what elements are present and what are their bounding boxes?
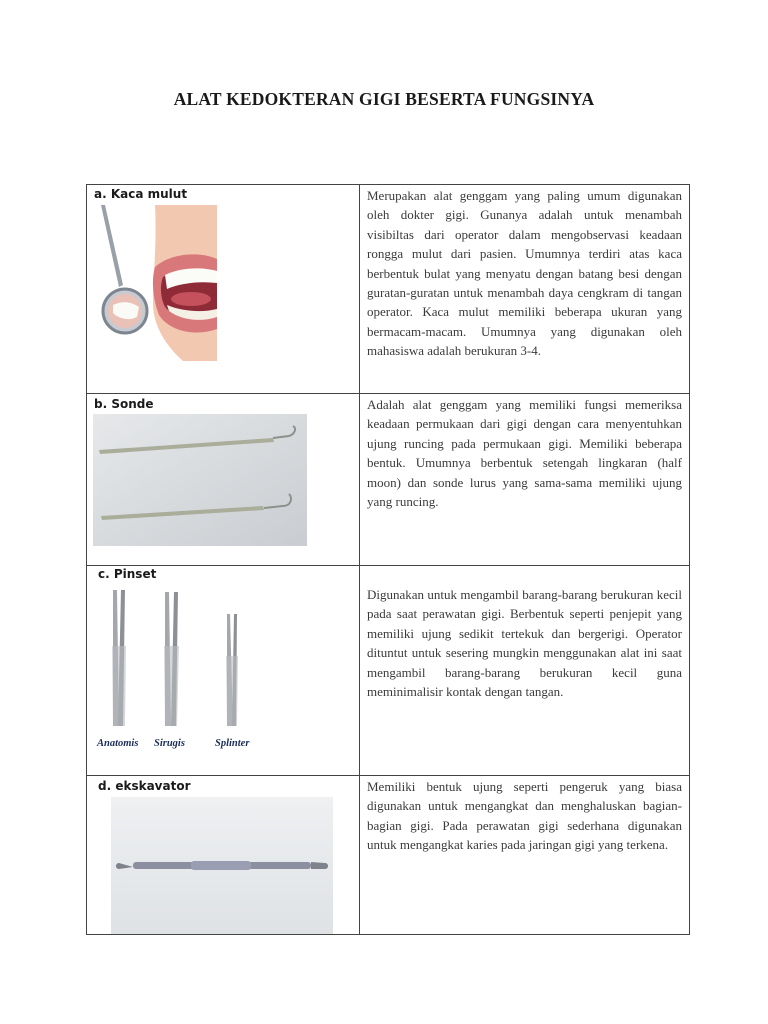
tool-label: d. ekskavator: [98, 779, 191, 793]
table-row: [87, 776, 690, 935]
table-row: [87, 394, 690, 566]
tool-description: Digunakan untuk mengambil barang-barang berukuran kecil pada saat perawatan gigi. Berbentuk seperti penjepit yang memiliki ujung sedikit tertekuk dan bergerigi. Operator dituntut untuk sesering mungkin menggunakan alat ini saat mengambil barang-barang berukuran kecil guna meminimalisir kontak dengan tangan.: [367, 587, 682, 700]
tool-description: Memiliki bentuk ujung seperti pengeruk yang biasa digunakan untuk mengangkat dan menghaluskan bagian-bagian gigi. Pada perawatan gigi sederhana digunakan untuk mengangkat karies pada jaringan gigi yang terkena.: [367, 779, 682, 853]
caption-sirugis: Sirugis: [154, 738, 185, 749]
page-title: ALAT KEDOKTERAN GIGI BESERTA FUNGSINYA: [173, 89, 595, 109]
tool-description: Merupakan alat genggam yang paling umum digunakan oleh dokter gigi. Gunanya adalah untuk menambah visibiltas dari operator dalam mengobservasi keadaan rongga mulut dari pasien. Umumnya terdiri atas kaca berbentuk bulat yang menyatu dengan batang besi dengan guratan-guratan untuk menambah daya cengkram di tangan operator. Kaca mulut memiliki beberapa ukuran yang bermacam-macam. Umumnya yang digunakan oleh mahasiswa adalah berukuran 3-4.: [367, 188, 682, 359]
tool-label: b. Sonde: [94, 397, 154, 411]
mouth-mirror-image: [95, 205, 217, 361]
tool-cell: [87, 185, 360, 394]
description-cell: [360, 776, 690, 935]
description-cell: [360, 185, 690, 394]
sonde-image: [93, 414, 307, 546]
tool-description: Adalah alat genggam yang memiliki fungsi memeriksa keadaan permukaan dari gigi dengan cara menyentuhkan ujung runcing pada permukaan gigi. Memiliki beberapa bentuk. Umumnya berbentuk setengah lingkaran (half moon) dan sonde lurus yang sama-sama memiliki ujung yang runcing.: [367, 397, 682, 510]
tools-table: [86, 184, 690, 935]
description-cell: [360, 566, 690, 776]
tool-label: c. Pinset: [98, 567, 157, 581]
excavator-image: [111, 797, 333, 934]
tool-cell: [87, 566, 360, 776]
caption-splinter: Splinter: [215, 738, 250, 749]
table-row: [87, 566, 690, 776]
pinset-image: [95, 586, 265, 754]
caption-anatomis: Anatomis: [97, 738, 139, 749]
description-cell: [360, 394, 690, 566]
tool-label: a. Kaca mulut: [94, 187, 188, 201]
tool-cell: [87, 394, 360, 566]
table-row: [87, 185, 690, 394]
tool-cell: [87, 776, 360, 935]
